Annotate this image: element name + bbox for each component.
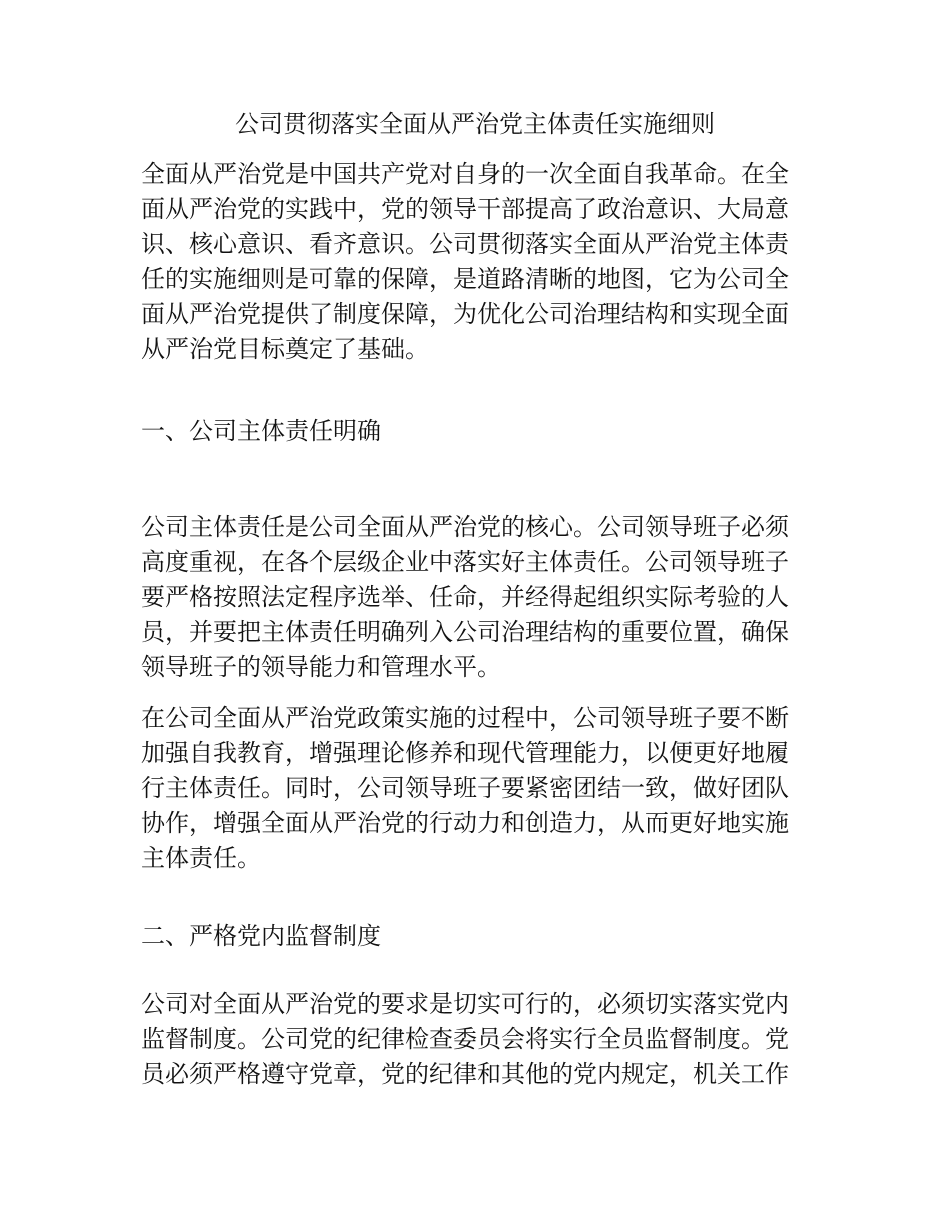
section-heading-text: 二、严格党内监督制度 [141, 922, 381, 950]
paragraph-line: 员，并要把主体责任明确列入公司治理结构的重要位置，确保 [141, 618, 789, 646]
paragraph-line: 主体责任。 [141, 844, 261, 872]
paragraph-line: 面从严治党的实践中，党的领导干部提高了政治意识、大局意 [141, 195, 789, 223]
paragraph-line: 监督制度。公司党的纪律检查委员会将实行全员监督制度。党 [141, 1025, 789, 1053]
paragraph-line: 员必须严格遵守党章，党的纪律和其他的党内规定，机关工作 [141, 1060, 789, 1088]
paragraph-line: 面从严治党提供了制度保障，为优化公司治理结构和实现全面 [141, 300, 789, 328]
paragraph-line: 协作，增强全面从严治党的行动力和创造力，从而更好地实施 [141, 809, 789, 837]
section1-paragraph-1 [141, 510, 811, 685]
section2-paragraph-1 [141, 987, 811, 1092]
section-heading-1 [141, 414, 811, 449]
paragraph-line: 高度重视，在各个层级企业中落实好主体责任。公司领导班子 [141, 548, 789, 576]
document-title: 公司贯彻落实全面从严治党主体责任实施细则 [235, 110, 715, 138]
paragraph-line: 加强自我教育，增强理论修养和现代管理能力，以便更好地履 [141, 739, 789, 767]
paragraph-line: 识、核心意识、看齐意识。公司贯彻落实全面从严治党主体责 [141, 230, 789, 258]
paragraph-line: 全面从严治党是中国共产党对自身的一次全面自我革命。在全 [141, 160, 789, 188]
paragraph-line: 公司主体责任是公司全面从严治党的核心。公司领导班子必须 [141, 513, 789, 541]
paragraph-line: 从严治党目标奠定了基础。 [141, 335, 429, 363]
section1-paragraph-2 [141, 701, 811, 876]
paragraph-line: 领导班子的领导能力和管理水平。 [141, 653, 501, 681]
paragraph-line: 要严格按照法定程序选举、任命，并经得起组织实际考验的人 [141, 583, 789, 611]
intro-paragraph [141, 157, 811, 367]
section-heading-2 [141, 919, 811, 954]
paragraph-line: 公司对全面从严治党的要求是切实可行的，必须切实落实党内 [141, 990, 789, 1018]
paragraph-line: 在公司全面从严治党政策实施的过程中，公司领导班子要不断 [141, 704, 789, 732]
paragraph-line: 行主体责任。同时，公司领导班子要紧密团结一致，做好团队 [141, 774, 789, 802]
paragraph-line: 任的实施细则是可靠的保障，是道路清晰的地图，它为公司全 [141, 265, 789, 293]
section-heading-text: 一、公司主体责任明确 [141, 417, 381, 445]
